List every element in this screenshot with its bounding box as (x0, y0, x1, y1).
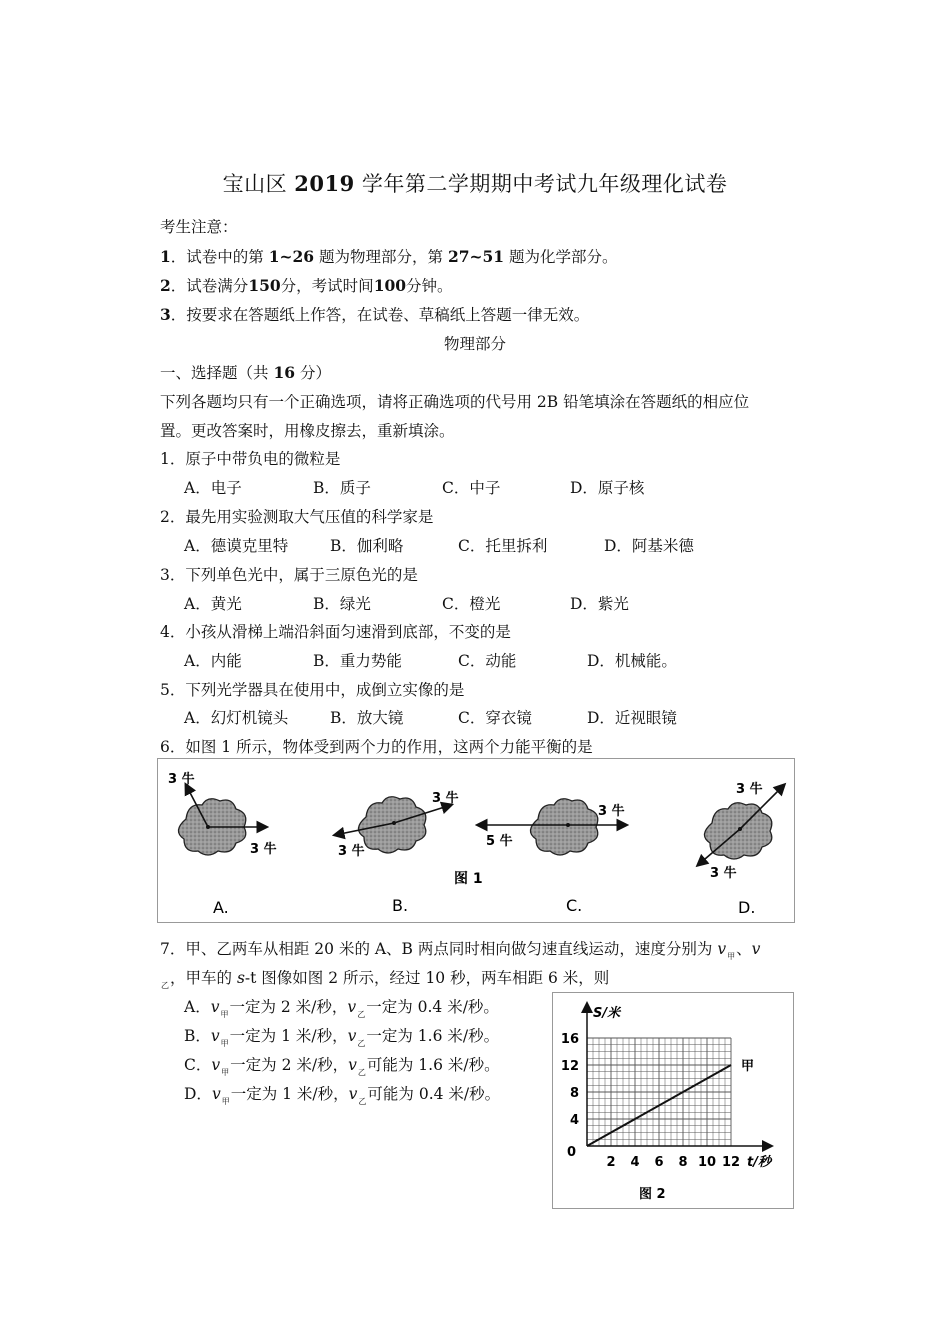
question-stem: 5．下列光学器具在使用中，成倒立实像的是 (160, 681, 465, 699)
question-stem: 4．小孩从滑梯上端沿斜面匀速滑到底部，不变的是 (160, 623, 511, 641)
option: D．阿基米德 (604, 537, 694, 555)
option: C．托里拆利 (458, 537, 548, 555)
x-axis-label: t/秒 (747, 1155, 771, 1170)
figure-2 (552, 992, 794, 1209)
y-tick-label: 8 (569, 1086, 579, 1101)
notice-item-1: 1．试卷中的第 1~26 题为物理部分，第 27~51 题为化学部分。 (160, 247, 618, 266)
force-label: 3 牛 (338, 844, 365, 859)
option: C．中子 (442, 479, 501, 497)
figure-option-label: D. (738, 898, 756, 917)
option: A．电子 (184, 479, 242, 497)
section-title: 物理部分 (443, 335, 506, 353)
question-stem: 6．如图 1 所示，物体受到两个力的作用，这两个力能平衡的是 (160, 738, 593, 756)
option: D．紫光 (570, 595, 629, 613)
option: A．幻灯机镜头 (184, 709, 289, 727)
series-label: 甲 (741, 1059, 755, 1074)
y-axis-label: S/米 (593, 1006, 621, 1021)
option: B．绿光 (313, 595, 371, 613)
part1-heading: 一、选择题（共 16 分） (160, 363, 331, 382)
figure-caption: 图 1 (454, 871, 483, 887)
object-blob (358, 797, 425, 853)
y-tick-label: 12 (560, 1059, 579, 1074)
notice-item-2: 2．试卷满分150分，考试时间100分钟。 (160, 276, 453, 295)
question-stem: 1．原子中带负电的微粒是 (160, 450, 341, 468)
option: D．近视眼镜 (587, 709, 677, 727)
option: A．$v_甲$一定为 2 米/秒，$v_乙$一定为 0.4 米/秒。 (184, 998, 499, 1019)
y-tick-label: 16 (560, 1032, 579, 1047)
option: C．穿衣镜 (458, 709, 532, 727)
chart-grid (587, 1038, 731, 1146)
force-label: 3 牛 (168, 772, 195, 787)
figure-1-diagram (158, 759, 794, 922)
y-tick-label: 4 (569, 1113, 579, 1128)
figure-option-a (168, 771, 277, 917)
option: A．黄光 (184, 595, 242, 613)
force-label: 3 牛 (250, 842, 277, 857)
notice-item-3: 3．按要求在答题纸上作答，在试卷、草稿纸上答题一律无效。 (160, 305, 590, 324)
part1-instruction-2: 置。更改答案时，用橡皮擦去，重新填涂。 (160, 422, 455, 440)
option: C．动能 (458, 652, 517, 670)
question-stem: 2．最先用实验测取大气压值的科学家是 (160, 508, 434, 526)
option: B．$v_甲$一定为 1 米/秒，$v_乙$一定为 1.6 米/秒。 (184, 1027, 500, 1048)
option: C．$v_甲$一定为 2 米/秒，$v_乙$可能为 1.6 米/秒。 (184, 1056, 500, 1077)
option: D．机械能。 (587, 652, 677, 670)
option: A．内能 (184, 652, 242, 670)
figure-caption: 图 2 (639, 1187, 666, 1202)
question-stem: 3．下列单色光中，属于三原色光的是 (160, 566, 418, 584)
question-7-line-2: $_乙$，甲车的 s-t 图像如图 2 所示，经过 10 秒，两车相距 6 米，则 (161, 969, 610, 990)
question-7-line-1: 7．甲、乙两车从相距 20 米的 A、B 两点同时相向做匀速直线运动，速度分别为 $v_甲$、v (160, 940, 761, 961)
x-tick-label: 6 (654, 1155, 664, 1170)
force-label: 3 牛 (598, 804, 625, 819)
part1-instruction-1: 下列各题均只有一个正确选项，请将正确选项的代号用 2B 铅笔填涂在答题纸的相应位 (160, 393, 750, 411)
figure-option-label: B. (392, 896, 409, 915)
figure-option-c (478, 799, 626, 915)
x-tick-label: 8 (678, 1155, 688, 1170)
x-tick-label: 4 (630, 1155, 640, 1170)
page-title: 宝山区 2019 学年第二学期期中考试九年级理化试卷 (222, 171, 728, 196)
option: B．放大镜 (330, 709, 404, 727)
force-label: 3 牛 (736, 782, 763, 797)
x-tick-label: 2 (606, 1155, 616, 1170)
option: D．原子核 (570, 479, 645, 497)
option: B．伽利略 (330, 537, 404, 555)
force-label: 3 牛 (432, 791, 459, 806)
option: D．$v_甲$一定为 1 米/秒，$v_乙$可能为 0.4 米/秒。 (184, 1085, 501, 1106)
force-label: 3 牛 (710, 866, 737, 881)
notice-heading: 考生注意： (160, 218, 238, 236)
force-label: 5 牛 (486, 834, 513, 849)
st-chart (553, 993, 793, 1208)
x-tick-label: 12 (721, 1155, 741, 1170)
figure-option-label: A. (213, 898, 229, 917)
option: A．德谟克里特 (184, 537, 289, 555)
figure-option-label: C. (566, 896, 583, 915)
figure-option-d (698, 781, 784, 917)
figure-1 (157, 758, 795, 923)
origin-label: 0 (567, 1145, 577, 1160)
figure-option-b (335, 790, 459, 915)
option: C．橙光 (442, 595, 501, 613)
option: B．重力势能 (313, 652, 402, 670)
object-blob (530, 799, 597, 855)
option: B．质子 (313, 479, 371, 497)
x-tick-label: 10 (697, 1155, 717, 1170)
